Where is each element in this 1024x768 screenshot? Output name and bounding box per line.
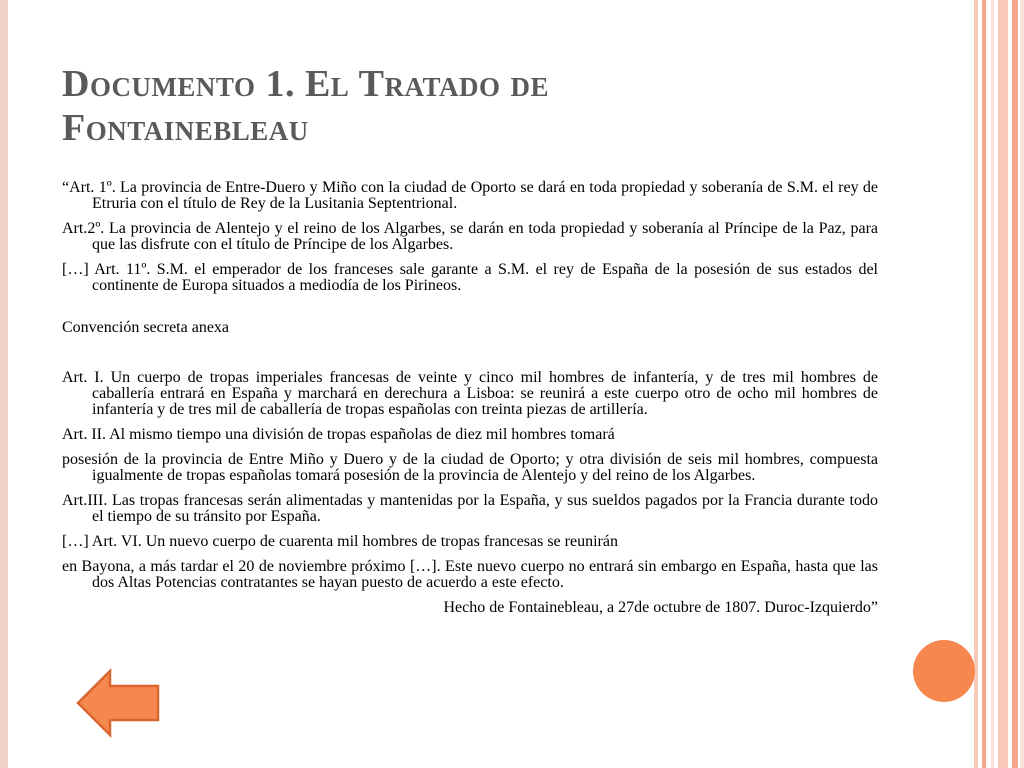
stripe (982, 0, 986, 768)
left-arrow-icon[interactable] (76, 668, 160, 738)
paragraph-art-vi-continued: en Bayona, a más tardar el 20 de noviembre próximo […]. Este nuevo cuerpo no entrará sin embargo en España, hasta que las dos Altas Potencias contratantes se hayan puesto de acuerdo a este efecto. (62, 558, 878, 591)
slide-title (62, 62, 922, 150)
stripe (998, 0, 1008, 768)
stripe (974, 0, 978, 768)
paragraph-art-1: “Art. 1º. La provincia de Entre-Duero y Miño con la ciudad de Oporto se dará en toda propiedad y soberanía de S.M. el rey de Etruria con el título de Rey de la Lusitania Septentrional. (62, 179, 878, 212)
stripe (1020, 0, 1024, 768)
title-line-1: Documento 1. El Tratado de (62, 63, 549, 105)
document-body (62, 180, 878, 616)
section-heading-convencion: Convención secreta anexa (62, 319, 230, 336)
title-line-2: Fontainebleau (62, 107, 309, 149)
paragraph-art-11: […] Art. 11º. S.M. el emperador de los franceses sale garante a S.M. el rey de España de la posesión de sus estados del continente de Europa situados a mediodía de los Pirineos. (62, 261, 878, 294)
left-border-decoration (0, 0, 8, 768)
paragraph-art-ii: Art. II. Al mismo tiempo una división de tropas españolas de diez mil hombres tomará (62, 426, 615, 443)
paragraph-art-ii-continued: posesión de la provincia de Entre Miño y Duero y de la ciudad de Oporto; y otra división de seis mil hombres, compuesta igualmente de tropas españolas tomará posesión de la provincia de Alentejo y del reino de los Algarbes. (62, 451, 878, 484)
stripe (991, 0, 994, 768)
stripe (1012, 0, 1018, 768)
paragraph-art-iii: Art.III. Las tropas francesas serán alimentadas y mantenidas por la España, y sus sueldos pagados por la Francia durante todo el tiempo de su tránsito por España. (62, 492, 878, 525)
signature-line: Hecho de Fontainebleau, a 27de octubre de 1807. Duroc-Izquierdo” (443, 599, 878, 616)
paragraph-art-i: Art. I. Un cuerpo de tropas imperiales francesas de veinte y cinco mil hombres de infantería, y de tres mil hombres de caballería entrará en España y marchará en derechura a Lisboa: se reunirá a este cuerpo otro de ocho mil hombres de infantería y de tres mil de caballería de tropas españolas con treinta piezas de artillería. (62, 369, 878, 418)
right-stripes-decoration (974, 0, 1024, 768)
paragraph-art-2: Art.2º. La provincia de Alentejo y el reino de los Algarbes, se darán en toda propiedad y soberanía al Príncipe de la Paz, para que las disfrute con el título de Príncipe de los Algarbes. (62, 220, 878, 253)
paragraph-art-vi: […] Art. VI. Un nuevo cuerpo de cuarenta mil hombres de tropas francesas se reunirán (62, 533, 618, 550)
accent-circle (913, 640, 975, 702)
